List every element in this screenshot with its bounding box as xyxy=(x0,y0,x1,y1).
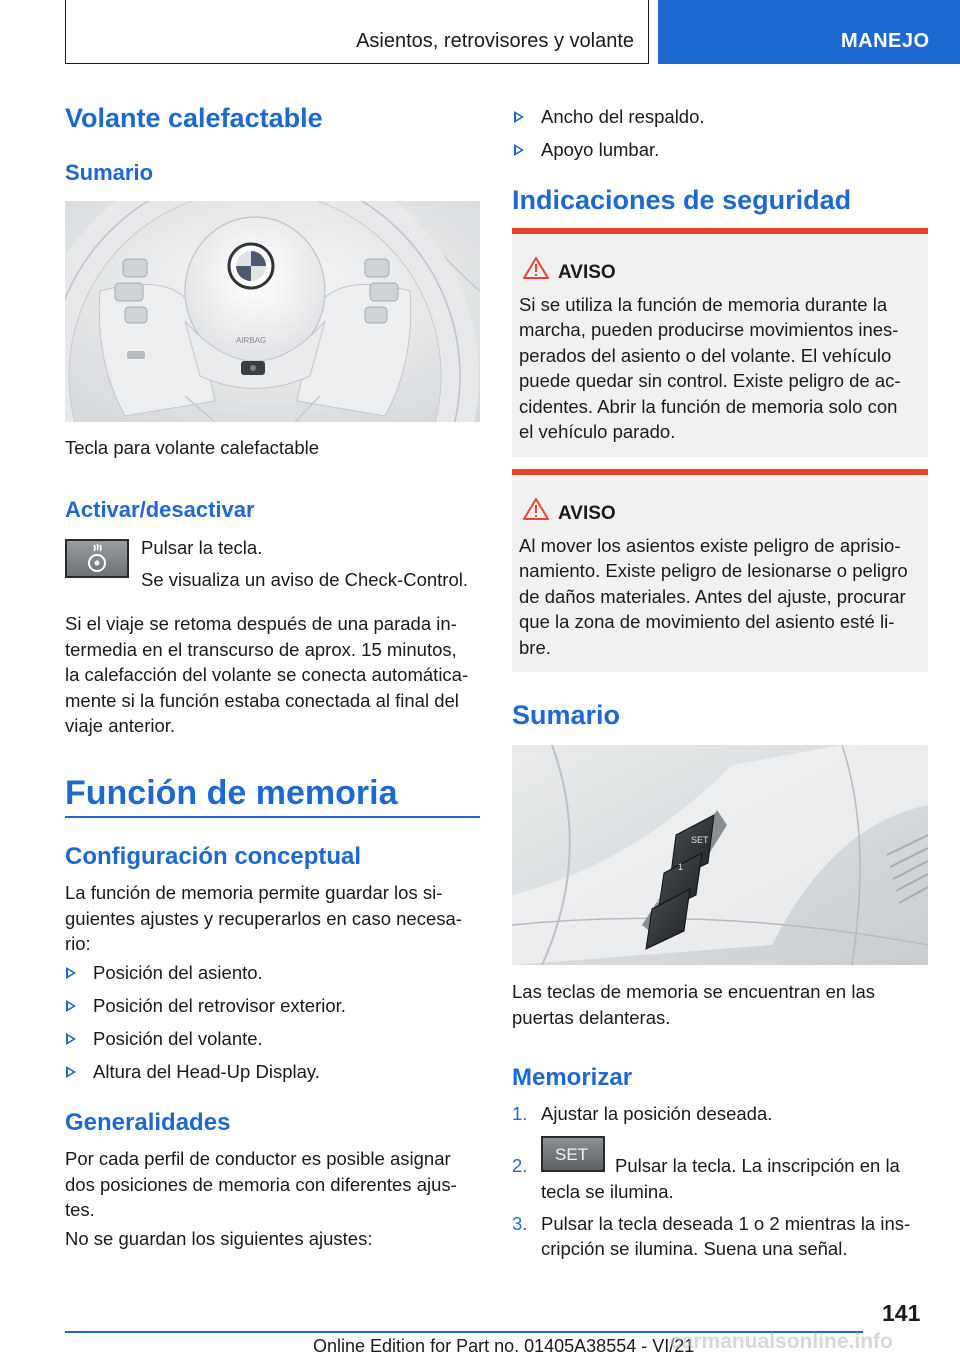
warning-box-2 xyxy=(512,469,928,672)
svg-text:AIRBAG: AIRBAG xyxy=(236,336,267,345)
heading-sumario-2: Sumario xyxy=(512,700,621,730)
watermark: carmanualsonline.info xyxy=(670,1330,893,1353)
warning-title: AVISO xyxy=(558,503,616,524)
bullet-icon xyxy=(66,1066,76,1078)
para-config: La función de memoria permite guardar los si- guientes ajustes y recuperarlos en caso necesa- rio: xyxy=(65,882,462,954)
footer-edition: Online Edition for Part no. 01405A38554 - VI/21 xyxy=(313,1336,695,1356)
heading-seguridad: Indicaciones de seguridad xyxy=(512,185,852,215)
set-key[interactable] xyxy=(541,1136,605,1172)
steering-wheel-illustration xyxy=(65,201,480,422)
warning-triangle-icon xyxy=(522,256,550,280)
heading-configuracion: Configuración conceptual xyxy=(65,843,362,870)
door-label-set: SET xyxy=(691,835,709,845)
para-general: Por cada perfil de conductor es posible asignar dos posiciones de memoria con diferentes ajus- tes. xyxy=(65,1148,457,1220)
header-section-box xyxy=(65,0,649,64)
bullet-icon xyxy=(514,111,524,123)
step-text: Pulsar la tecla deseada 1 o 2 mientras la ins- xyxy=(541,1213,911,1234)
warning-body: Si se utiliza la función de memoria durante la marcha, pueden producirse movimientos ines- perados del asiento o del volante. El vehículo puede quedar sin control. Existe peligro de ac- cidentes. Abrir la función de memoria solo con el vehículo parado. xyxy=(519,294,901,443)
heading-funcion-memoria: Función de memoria xyxy=(65,774,398,812)
step-text: Ajustar la posición deseada. xyxy=(541,1103,773,1124)
heading-memorizar: Memorizar xyxy=(512,1064,633,1091)
heading-sumario: Sumario xyxy=(65,160,154,185)
step-number: 2. xyxy=(512,1155,528,1176)
list-item: Posición del volante. xyxy=(93,1028,263,1049)
heading-rule xyxy=(65,816,480,818)
activar-line-1: Pulsar la tecla. xyxy=(141,537,263,558)
list-item: Altura del Head-Up Display. xyxy=(93,1061,320,1082)
step-number: 3. xyxy=(512,1213,528,1234)
activar-line-2: Se visualiza un aviso de Check-Control. xyxy=(141,569,468,590)
list-item: Posición del retrovisor exterior. xyxy=(93,995,346,1016)
header-chapter-tab[interactable] xyxy=(658,0,960,64)
header-section-title: Asientos, retrovisores y volante xyxy=(356,30,634,52)
door-memory-buttons-illustration xyxy=(512,745,928,965)
heated-wheel-key[interactable] xyxy=(65,539,129,578)
set-key-label: SET xyxy=(555,1145,589,1164)
heading-generalidades: Generalidades xyxy=(65,1109,231,1136)
warning-box-1 xyxy=(512,228,928,457)
header-chapter-label: MANEJO xyxy=(841,30,930,52)
step-text: Pulsar la tecla. La inscripción en la xyxy=(615,1155,900,1176)
heading-volante-calefactable: Volante calefactable xyxy=(65,103,323,133)
step-text: tecla se ilumina. xyxy=(541,1181,674,1202)
bullet-icon xyxy=(66,967,76,979)
heated-steering-wheel-icon xyxy=(67,541,127,576)
caption-volante: Tecla para volante calefactable xyxy=(65,437,320,458)
bullet-icon xyxy=(514,144,524,156)
heading-activar: Activar/desactivar xyxy=(65,497,255,522)
door-label-1: 1 xyxy=(678,862,684,872)
door-label-2: 2 xyxy=(655,894,661,904)
para-nosave: No se guardan los siguientes ajustes: xyxy=(65,1228,373,1249)
warning-triangle-icon xyxy=(522,497,550,521)
bullet-icon xyxy=(66,1033,76,1045)
page-number: 141 xyxy=(882,1300,921,1326)
step-text: cripción se ilumina. Suena una señal. xyxy=(541,1238,848,1259)
list-item: Posición del asiento. xyxy=(93,962,263,983)
list-item: Apoyo lumbar. xyxy=(541,139,660,160)
warning-body: Al mover los asientos existe peligro de aprisio- namiento. Existe peligro de lesionarse o peligro de daños materiales. Antes del ajuste, procurar que la zona de movimiento del asiento esté li- bre. xyxy=(519,535,908,658)
list-item: Ancho del respaldo. xyxy=(541,106,705,127)
step-number: 1. xyxy=(512,1103,528,1124)
caption-door: Las teclas de memoria se encuentran en las puertas delanteras. xyxy=(512,981,876,1028)
warning-title: AVISO xyxy=(558,262,616,283)
bullet-icon xyxy=(66,1000,76,1012)
para-viaje: Si el viaje se retoma después de una parada in- termedia en el transcurso de aprox. 15 minutos, la calefacción del volante se conecta automática- mente si la función estaba conectada al final del viaje anterior. xyxy=(65,613,469,736)
